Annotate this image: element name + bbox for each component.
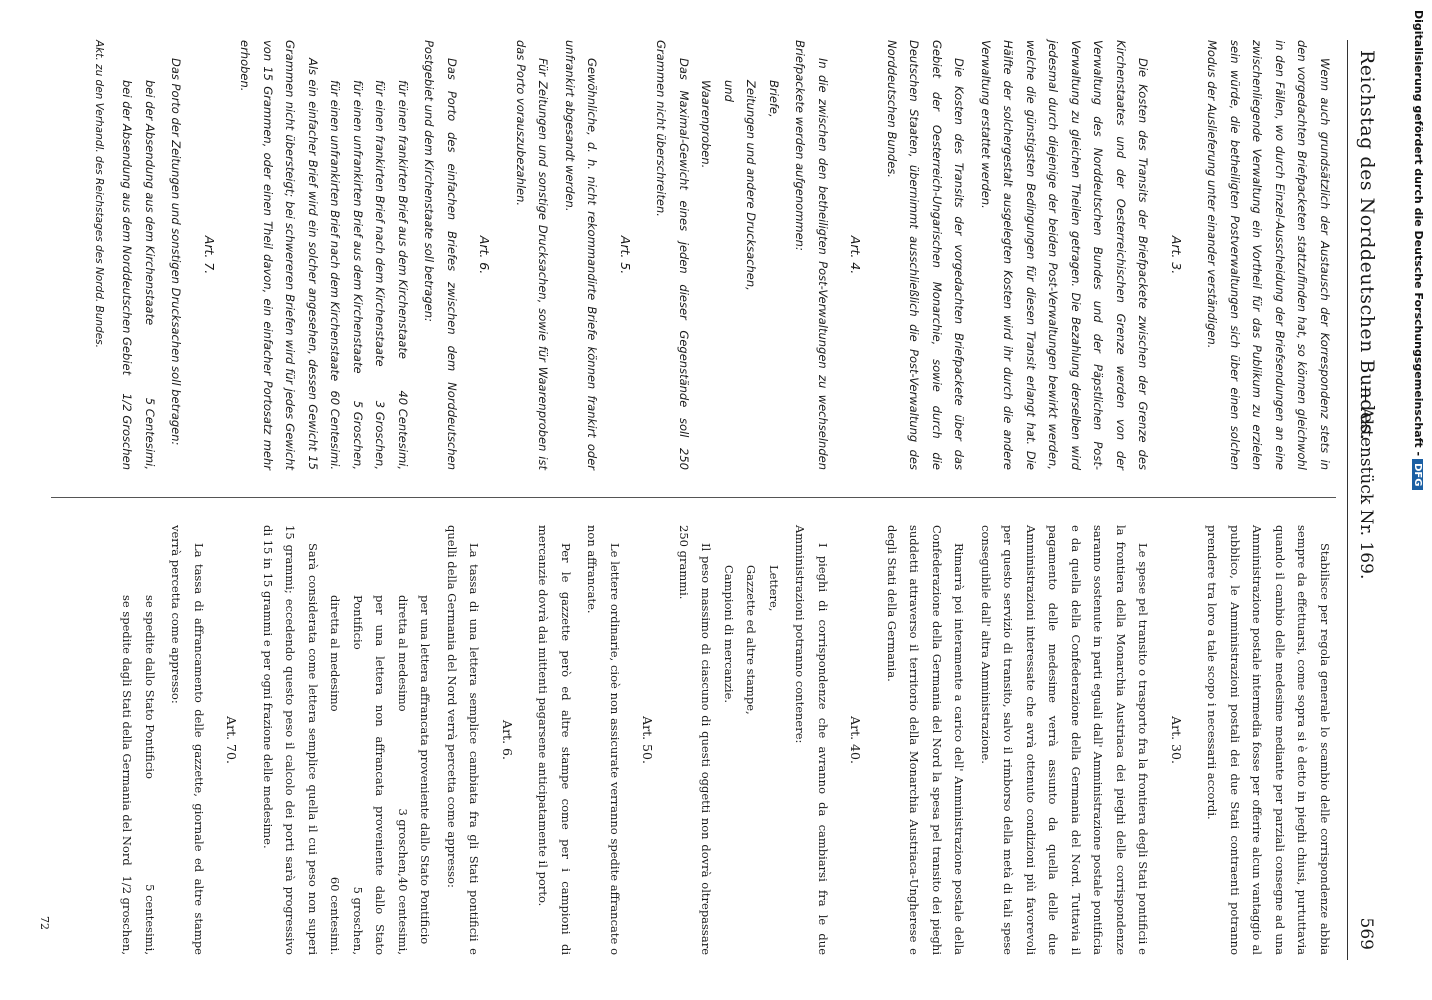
- italian-art4-item: Campioni di mercanzie.: [722, 565, 736, 704]
- italian-art3-p1: Le spese pel transito o trasporto fra la frontiera degli Stati pontificii e la frontiera della Monarchia Austriaca dei pieghi delle corrispondenze saranno sostenute in parti eguali dall' Amministrazione postale pontificia e da quella della Confederazione della Germania del Nord. Tuttavia il pagamento delle medesime verrà assunto da quella delle due Amministrazioni interessate che avrà ottenuto condizioni più favorevoli per questo servizio di transito, salvo il rimborso della metà di tali spese conseguibile dall' altra Amministrazione.: [979, 525, 1151, 955]
- german-rate-label: für einen frankirten Brief aus dem Kirchenstaate: [396, 80, 410, 359]
- german-rate-value: 5 Centesimi,: [143, 397, 157, 470]
- italian-art3-p2: Rimarrà poi interamente a carico dell' Amministrazione postale della Confederazione della Germania del Nord la spesa pel transito dei pieghi suddetti attraverso il territorio della Monarchia Austriaca-Ungherese e degli Stati della Germania.: [885, 525, 967, 955]
- sheet-signature: 72: [38, 916, 51, 930]
- italian-rate-value: 60 centesimi.: [328, 876, 343, 955]
- german-intro: Wenn auch grundsätzlich der Austausch der Korrespondenz stets in den vorgedachten Briefpacketen stattzufinden hat, so können gleichwohl in den Fällen, wo durch Einzel-Ausscheidung der Briefsendungen an eine zwischenliegende Verwaltung ein Vortheil für das Publikum zu erzielen sein würde, die betheiligten Postverwaltungen sich über einen solchen Modus der Auslieferung unter einander verständigen.: [1205, 40, 1332, 470]
- german-art6-p2: Als ein einfacher Brief wird ein solcher angesehen, dessen Gewicht 15 Grammen nicht übersteigt; bei schwereren Briefen wird für jedes Gewicht von 15 Grammen, oder einen Theil davon, ein einfacher Portosatz mehr erhoben.: [238, 40, 320, 470]
- german-rate-label: bei der Absendung aus dem Norddeutschen Gebiet: [120, 80, 135, 376]
- italian-rate-value: 1/2 groschen,: [120, 875, 135, 955]
- german-rate-value: 3 Groschen,: [373, 400, 388, 470]
- italian-art4-heading: Art. 40.: [848, 716, 864, 764]
- german-rate-value: 1/2 Groschen: [120, 393, 135, 470]
- german-rate-row: [347, 40, 370, 470]
- italian-rate-row: [347, 525, 392, 955]
- digitization-credit-text: Digitalisierung gefördert durch die Deutsche Forschungsgemeinschaft -: [1412, 10, 1425, 457]
- italian-rate-value: 3 groschen,: [396, 808, 410, 877]
- header-title: Reichstag des Norddeutschen Bundes.: [1356, 50, 1378, 441]
- italian-art7-p1: La tassa di affrancamento delle gazzette, giornale ed altre stampe verrà percetta come appresso:: [169, 525, 206, 955]
- italian-art4-p2: Il peso massimo di ciascuno di questi oggetti non dovrà oltrepassare 250 grammi.: [677, 525, 714, 955]
- german-art4-item: Zeitungen und andere Drucksachen,: [744, 80, 759, 291]
- italian-rate-value: 5 centesimi,: [143, 884, 157, 955]
- german-rate-label: für einen unfrankirten Brief aus dem Kirchenstaate: [351, 80, 365, 374]
- german-art4-item: und: [722, 80, 736, 102]
- german-art6-heading: Art. 6.: [477, 235, 493, 275]
- italian-column: [46, 525, 1336, 955]
- german-art3-p2: Die Kosten des Transits der vorgedachten Briefpackete über das Gebiet der Oesterreich-Ungarischen Monarchie, sowie durch die Deutschen Staaten, übernimmt ausschließlich die Post-Verwaltung des Norddeutschen Bundes.: [885, 40, 967, 470]
- german-art7-heading: Art. 7.: [202, 235, 217, 275]
- german-art6-p1: Das Porto des einfachen Briefes zwischen dem Norddeutschen Postgebiet und dem Kirchenstaate soll betragen:: [422, 40, 459, 470]
- column-divider: [51, 497, 1336, 498]
- header-subtitle: — Aktenstück Nr. 169.: [1356, 385, 1376, 580]
- italian-art5-p2: Per le gazzette però ed altre stampe come per i campioni di mercanzie dovrà dai mittenti pagarsene anticipatamente il porto.: [536, 525, 573, 955]
- dfg-logo: DFG: [1412, 459, 1423, 490]
- german-rate-row: [116, 40, 139, 470]
- german-art4-item: Waarenproben.: [699, 80, 714, 169]
- german-art5-p1: Gewöhnliche, d. h. nicht rekommandirte Briefe können frankirt oder unfrankirt abgesandt werden.: [563, 40, 600, 470]
- german-art4-p2: Das Maximal-Gewicht eines jeden dieser Gegenstände soll 250 Grammen nicht überschreiten.: [654, 40, 691, 470]
- german-art3-p1: Die Kosten des Transits der Briefpackete zwischen der Grenze des Kirchenstaates und der Oesterreichischen Grenze werden von der Verwaltung des Norddeutschen Bundes und der Päpstlichen Post-Verwaltung zu gleichen Theilen getragen. Die Bezahlung derselben wird jedesmal durch diejenige der beiden Post-Verwaltungen bewirkt werden, welche die günstigsten Bedingungen für diesen Transit erlangt hat. Die Hälfte der solchergestalt ausgelegten Kosten wird ihr durch die andere Verwaltung erstattet werden.: [979, 40, 1151, 470]
- german-rate-label: für einen unfrankirten Brief nach dem Kirchenstaate: [328, 80, 343, 382]
- german-rate-row: [392, 40, 415, 470]
- italian-rate-row: [324, 525, 347, 955]
- rotated-page: [28, 20, 1388, 980]
- italian-rate-row: [139, 525, 162, 955]
- italian-art5-heading: Art. 50.: [640, 716, 656, 764]
- digitization-credit: [1412, 10, 1425, 490]
- german-art3-heading: Art. 3.: [1169, 235, 1184, 275]
- german-art7-p1: Das Porto der Zeitungen und sonstigen Drucksachen soll betragen:: [169, 58, 184, 446]
- german-rate-value: 5 Groschen,: [351, 400, 365, 470]
- german-column: [46, 40, 1336, 470]
- italian-rate-value: 5 groschen,: [351, 886, 365, 955]
- german-rate-row: [324, 40, 347, 470]
- german-rate-row: [369, 40, 392, 470]
- german-rate-value: 60 Centesimi.: [328, 390, 343, 470]
- italian-art3-heading: Art. 30.: [1169, 716, 1184, 764]
- german-footnote: Akt. zu den Verhandl. des Reichstages des Nordd. Bundes.: [93, 40, 105, 348]
- page-number: 569: [1356, 917, 1376, 950]
- italian-rate-row: [116, 525, 139, 955]
- italian-rate-value: 40 centesimi,: [396, 876, 410, 955]
- italian-rate-label: se spedite dallo Stato Pontificio: [143, 595, 157, 779]
- italian-art4-p1: I pieghi di corrispondenze che avranno da cambiarsi fra le due Amministrazioni potranno contenere:: [793, 525, 830, 955]
- italian-rate-label: diretta al medesimo: [396, 595, 410, 712]
- italian-art7-heading: Art. 70.: [224, 716, 240, 764]
- italian-art6-heading: Art. 6.: [500, 720, 515, 760]
- italian-rate-label: se spedite dagli Stati della Germania del Nord: [120, 595, 135, 866]
- italian-art4-item: Gazzette ed altre stampe,: [744, 565, 759, 715]
- german-art5-p2: Für Zeitungen und sonstige Drucksachen, sowie für Waarenproben ist das Porto vorauszubezahlen.: [514, 40, 551, 470]
- italian-rate-label: per una lettera affrancata proveniente dallo Stato Pontificio: [418, 595, 433, 945]
- german-rate-label: für einen frankirten Brief nach dem Kirchenstaate: [373, 80, 388, 367]
- italian-art4-item: Lettere,: [767, 565, 781, 612]
- italian-rate-label: per una lettera non affrancata proveniente dallo Stato Pontificio: [351, 595, 388, 955]
- italian-art5-p1: Le lettere ordinarie, cioè non assicurate verranno spedite affrancate o non affrancate.: [585, 525, 622, 955]
- german-art5-heading: Art. 5.: [618, 235, 633, 275]
- german-rate-row: [139, 40, 162, 470]
- page-header: [1347, 40, 1388, 960]
- italian-art6-p2: Sarà considerata come lettera semplice quella il cui peso non superi 15 grammi; eccedendo questo peso il calcolo dei porti sarà progressivo di 15 in 15 grammi e per ogni frazione delle medesime.: [261, 525, 320, 955]
- german-art4-heading: Art. 4.: [848, 235, 864, 275]
- german-rate-label: bei der Absendung aus dem Kirchenstaate: [143, 80, 157, 326]
- german-art4-p1: In die zwischen den betheiligten Post-Verwaltungen zu wechselnden Briefpackete werden aufgenommen:: [793, 40, 830, 470]
- italian-intro: Stabilisce per regola generale lo scambio delle corrispondenze abbia sempre da effettuarsi, come sopra si è detto in pieghi chiusi, purtuttavia quando il cambio delle medesime mediante per parziali consegne ad una Amministrazione postale intermedia fosse per offerire alcun vantaggio al pubblico, le Amministrazioni postali dei due Stati contraenti potranno prendere tra loro a tale scopo i necessarii accordi.: [1205, 525, 1332, 955]
- german-art4-item: Briefe,: [767, 80, 781, 118]
- german-rate-value: 40 Centesimi,: [396, 390, 410, 470]
- italian-art6-p1: La tassa di una lettera semplice cambiata fra gli Stati pontificii e quelli della Germania del Nord verrà percetta come appresso:: [445, 525, 482, 955]
- italian-rate-label: diretta al medesimo: [328, 595, 343, 712]
